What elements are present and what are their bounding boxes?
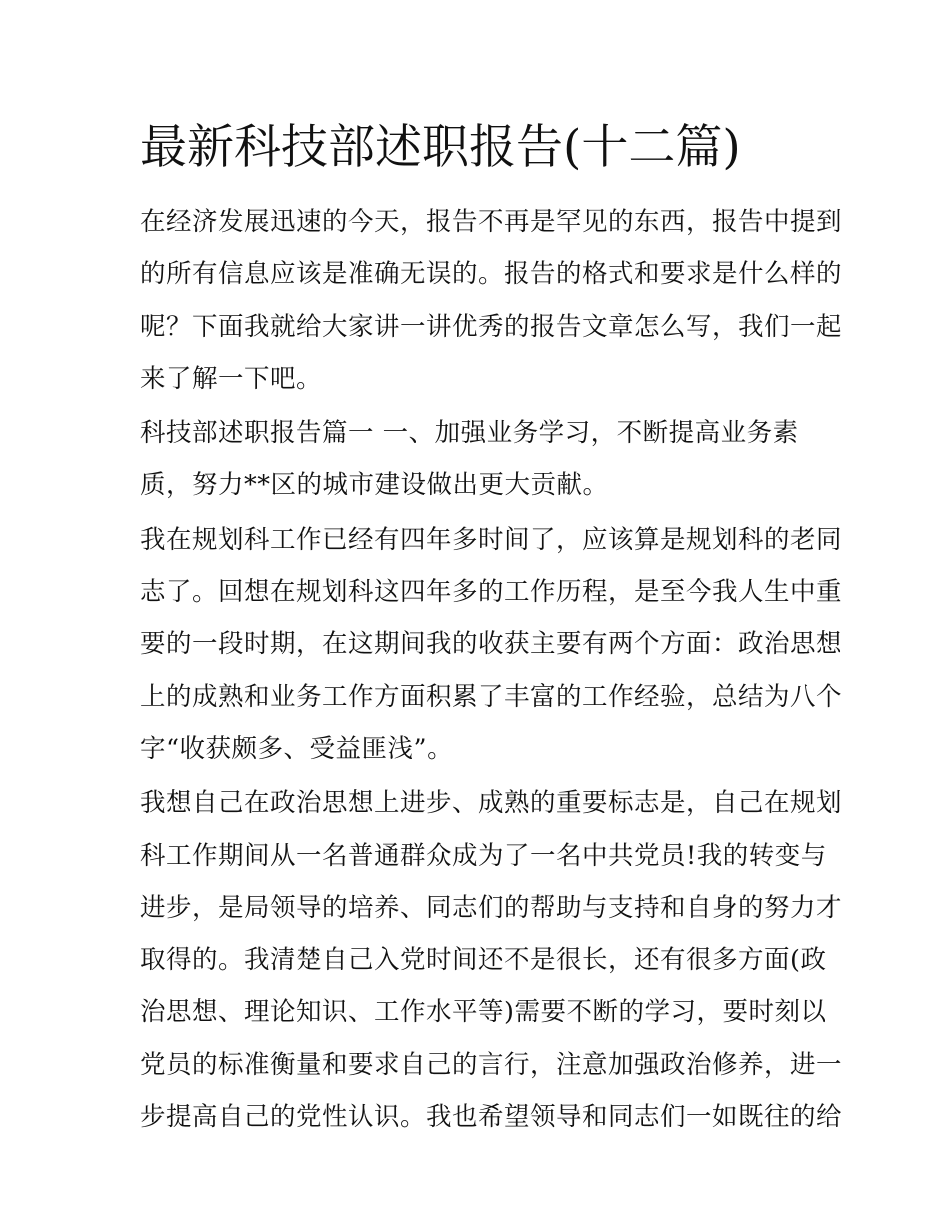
text-line: 上的成熟和业务工作方面积累了丰富的工作经验，总结为八个 (140, 681, 843, 712)
text-line: 呢？下面我就给大家讲一讲优秀的报告文章怎么写，我们一起 (140, 311, 843, 342)
text-line: 志了。回想在规划科这四年多的工作历程，是至今我人生中重 (140, 577, 843, 608)
text-line: 字“收获颇多、受益匪浅”。 (140, 733, 454, 764)
text-line: 我想自己在政治思想上进步、成熟的重要标志是，自己在规划 (140, 788, 843, 819)
text-line: 质，努力**区的城市建设做出更大贡献。 (140, 470, 609, 501)
text-line: 要的一段时期，在这期间我的收获主要有两个方面：政治思想 (140, 629, 843, 660)
text-line: 进步，是局领导的培养、同志们的帮助与支持和自身的努力才 (140, 892, 843, 923)
document-body (140, 196, 843, 1145)
text-line: 科工作期间从一名普通群众成为了一名中共党员!我的转变与 (140, 840, 827, 871)
text-line: 步提高自己的党性认识。我也希望领导和同志们一如既往的给 (140, 1102, 843, 1133)
text-line: 的所有信息应该是准确无误的。报告的格式和要求是什么样的 (140, 259, 843, 290)
text-line: 在经济发展迅速的今天，报告不再是罕见的东西，报告中提到 (140, 207, 843, 237)
text-line: 我在规划科工作已经有四年多时间了，应该算是规划科的老同 (140, 524, 843, 555)
paragraph-body (140, 514, 843, 775)
paragraph-section-heading (140, 407, 820, 512)
document-title: 最新科技部述职报告(十二篇) (140, 120, 741, 175)
text-line: 治思想、理论知识、工作水平等)需要不断的学习，要时刻以 (140, 997, 827, 1028)
paragraph-intro (140, 196, 843, 405)
text-line: 科技部述职报告篇一 一、加强业务学习，不断提高业务素 (140, 418, 799, 449)
text-line: 来了解一下吧。 (140, 363, 323, 394)
paragraph-body (140, 777, 843, 1143)
text-line: 党员的标准衡量和要求自己的言行，注意加强政治修养，进一 (140, 1049, 843, 1080)
text-line: 取得的。我清楚自己入党时间还不是很长，还有很多方面(政 (140, 945, 827, 976)
